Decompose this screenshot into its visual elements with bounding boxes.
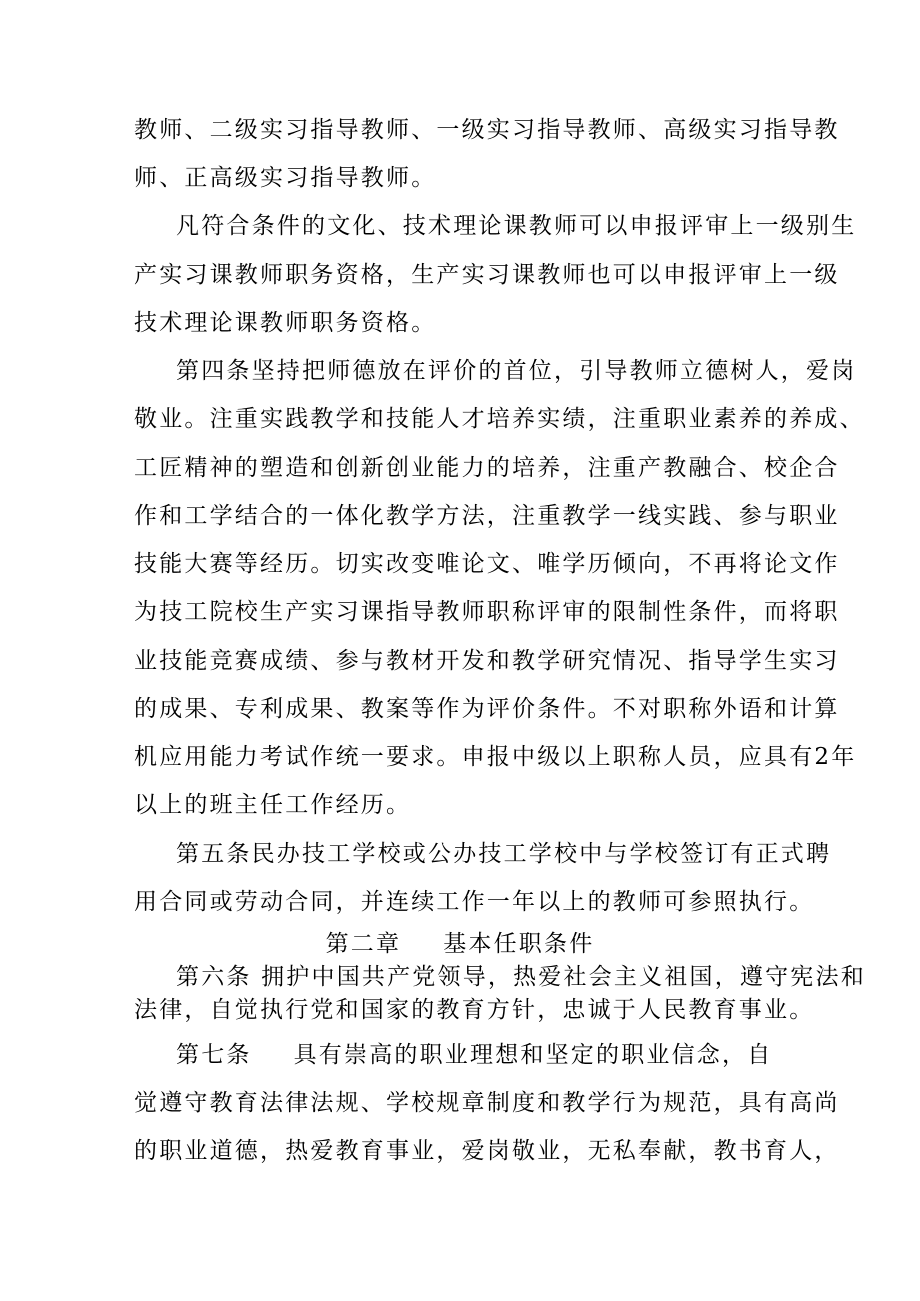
body-text-line: 敬业。注重实践教学和技能人才培养实绩，注重职业素养的养成、 (134, 406, 865, 432)
paragraph-first-line: 凡符合条件的文化、技术理论课教师可以申报评审上一级别生 (176, 213, 857, 239)
article-7-label: 第七条 (176, 1042, 252, 1068)
body-text-line: 师、正高级实习指导教师。 (134, 165, 437, 191)
body-text-line: 产实习课教师职务资格，生产实习课教师也可以申报评审上一级 (134, 262, 840, 288)
body-text-line: 技能大赛等经历。切实改变唯论文、唯学历倾向，不再将论文作 (134, 551, 840, 577)
chapter-number: 第二章 (325, 931, 402, 957)
body-text-line: 为技工院校生产实习课指导教师职称评审的限制性条件，而将职 (134, 599, 840, 625)
article-4-first-line: 第四条坚持把师德放在评价的首位，引导教师立德树人，爱岗 (176, 358, 857, 384)
article-5-first-line: 第五条民办技工学校或公办技工学校中与学校签订有正式聘 (176, 841, 832, 867)
chapter-title: 基本任职条件 (443, 931, 595, 957)
body-text-line: 技术理论课教师职务资格。 (134, 310, 437, 336)
body-text-line: 法律，自觉执行党和国家的教育方针，忠诚于人民教育事业。 (134, 997, 815, 1023)
body-text-line: 觉遵守教育法律法规、学校规章制度和教学行为规范，具有高尚 (134, 1090, 840, 1116)
chapter-heading (0, 929, 920, 959)
article-7-text: 具有崇高的职业理想和坚定的职业信念，自 (293, 1042, 773, 1068)
body-text-line: 用合同或劳动合同，并连续工作一年以上的教师可参照执行。 (134, 889, 815, 915)
article-7-first-line (176, 1040, 772, 1070)
body-text-line: 教师、二级实习指导教师、一级实习指导教师、高级实习指导教 (134, 117, 840, 143)
body-text-line: 机应用能力考试作统一要求。申报中级以上职称人员，应具有2年 (134, 744, 857, 770)
body-text-line: 业技能竞赛成绩、参与教材开发和教学研究情况、指导学生实习 (134, 648, 840, 674)
article-6-first-line: 第六条 拥护中国共产党领导，热爱社会主义祖国，遵守宪法和 (176, 964, 866, 990)
body-text-line: 作和工学结合的一体化教学方法，注重教学一线实践、参与职业 (134, 503, 840, 529)
body-text-line: 的成果、专利成果、教案等作为评价条件。不对职称外语和计算 (134, 696, 840, 722)
body-text-line: 的职业道德，热爱教育事业，爱岗敬业，无私奉献，教书育人， (134, 1138, 840, 1164)
body-text-line: 以上的班主任工作经历。 (134, 792, 412, 818)
body-text-line: 工匠精神的塑造和创新创业能力的培养，注重产教融合、校企合 (134, 455, 840, 481)
